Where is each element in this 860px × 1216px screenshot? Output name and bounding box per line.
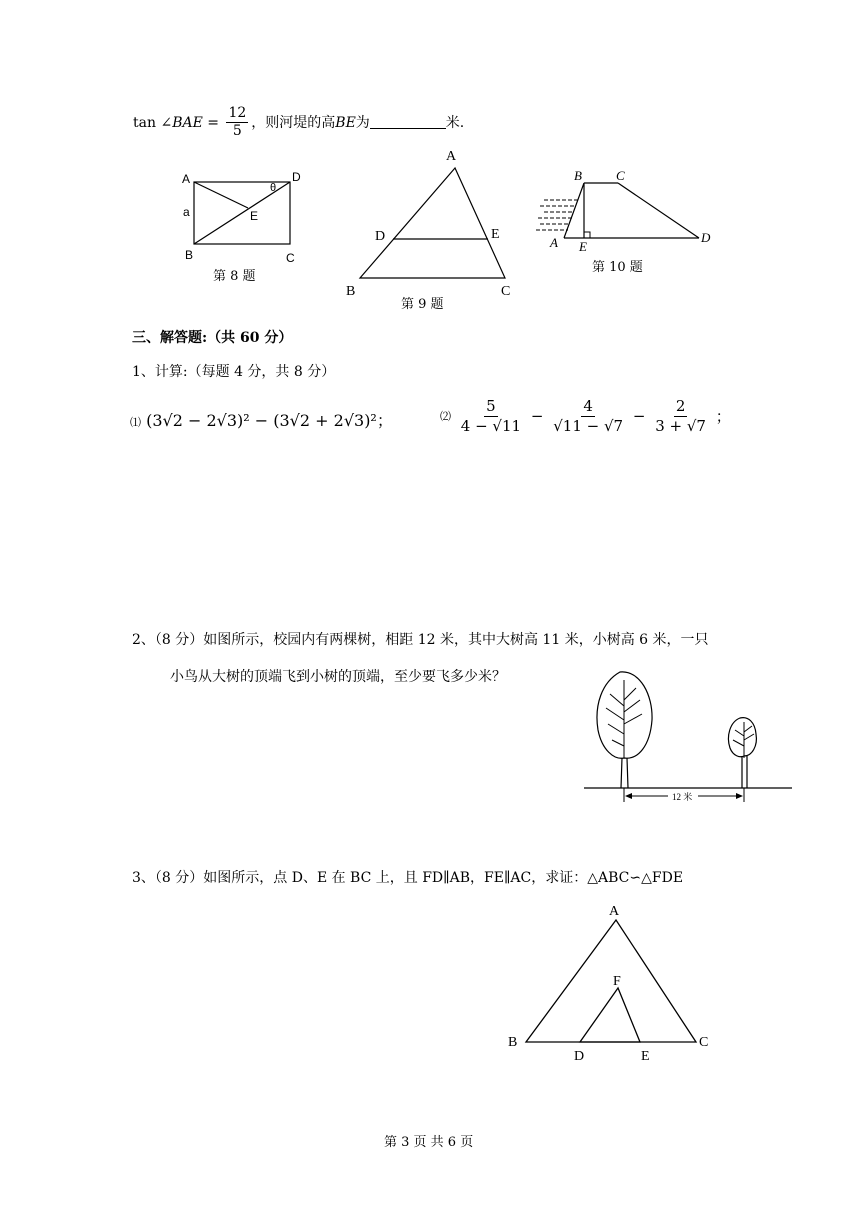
figure-10 xyxy=(534,166,724,256)
segment-ae xyxy=(194,182,248,208)
minus-sign: − xyxy=(530,407,544,425)
fraction-numerator: 12 xyxy=(226,106,248,123)
arrowhead-left xyxy=(625,793,632,799)
label-e: E xyxy=(579,239,587,254)
angle-symbol: ∠ xyxy=(160,114,173,131)
label-a: A xyxy=(609,904,620,919)
equals-sign: = xyxy=(207,114,219,131)
label-theta: θ xyxy=(270,182,277,194)
figure-10-caption: 第 10 题 xyxy=(592,260,643,275)
label-c: C xyxy=(286,251,295,265)
figure-8-caption: 第 8 题 xyxy=(213,269,256,284)
q7-text: ，则河堤的高 xyxy=(251,114,336,131)
q3-text: 3、（8 分）如图所示，点 D、E 在 BC 上，且 FD∥AB，FE∥AC，求证：△ABC∽△FDE xyxy=(132,870,684,886)
triangle-fde xyxy=(580,988,640,1042)
label-d: D xyxy=(574,1049,585,1064)
label-b: B xyxy=(185,248,194,262)
label-a: A xyxy=(550,235,558,250)
label-b: B xyxy=(346,284,356,299)
label-e: E xyxy=(491,227,500,242)
fraction-2-denominator: √11 − √7 xyxy=(553,416,624,435)
big-tree-canopy xyxy=(597,672,652,758)
label-d: D xyxy=(701,230,711,245)
fraction-3 xyxy=(653,398,708,434)
big-tree-trunk-left xyxy=(621,758,622,788)
label-d: D xyxy=(375,229,386,244)
label-c: C xyxy=(699,1035,709,1050)
fraction-2-numerator: 4 xyxy=(583,397,593,415)
angle-name: BAE xyxy=(172,114,203,131)
fraction-3-denominator: 3 + √7 xyxy=(655,416,706,435)
minus-sign-2: − xyxy=(632,407,646,425)
fraction-1-denominator: 4 − √11 xyxy=(460,416,522,435)
q1-part1 xyxy=(130,410,393,434)
q7-unit: 米. xyxy=(445,114,465,131)
part-1-label: ⑴ xyxy=(130,416,141,429)
label-a: A xyxy=(446,149,457,164)
water-lines xyxy=(536,200,578,230)
page-footer: 第 3 页 共 6 页 xyxy=(384,1135,474,1150)
q1-title: 1、计算:（每题 4 分，共 8 分） xyxy=(132,364,336,380)
label-e: E xyxy=(250,209,259,223)
trees-figure xyxy=(580,660,800,810)
segment-name: BE xyxy=(335,114,356,131)
figure-8 xyxy=(180,168,310,280)
small-tree-canopy xyxy=(728,718,756,757)
fraction-1-numerator: 5 xyxy=(486,397,496,415)
tan-symbol: tan xyxy=(133,114,156,131)
label-b: B xyxy=(574,168,582,183)
section-3-heading: 三、解答题:（共 60 分） xyxy=(132,330,293,346)
label-c: C xyxy=(616,168,625,183)
q7-tail-line xyxy=(133,106,464,140)
label-a: A xyxy=(182,172,191,186)
fraction-2 xyxy=(551,398,625,434)
figure-9 xyxy=(340,146,520,299)
figure-q3-triangles xyxy=(500,898,720,1068)
triangle-abc xyxy=(360,168,505,278)
right-angle-mark xyxy=(584,232,590,238)
q7-text-2: 为 xyxy=(355,114,370,131)
label-e: E xyxy=(641,1049,650,1064)
q2-line-2: 小鸟从大树的顶端飞到小树的顶端，至少要飞多少米？ xyxy=(170,669,506,685)
answer-blank[interactable] xyxy=(370,114,446,129)
fraction-denominator: 5 xyxy=(232,123,242,140)
slope-ab xyxy=(564,183,584,238)
part-2-label: ⑵ xyxy=(440,410,451,423)
label-c: C xyxy=(501,284,511,299)
label-d: D xyxy=(292,170,301,184)
triangle-abc xyxy=(526,920,696,1042)
arrowhead-right xyxy=(736,793,743,799)
slope-cd xyxy=(618,183,699,238)
big-tree-trunk-right xyxy=(627,758,628,788)
q1-part2 xyxy=(440,398,731,434)
part-1-expression: (3√2 − 2√3)² − (3√2 + 2√3)²； xyxy=(146,411,393,430)
distance-label: 12 米 xyxy=(672,792,693,802)
label-side-a: a xyxy=(183,205,190,219)
q2-line-1: 2、（8 分）如图所示，校园内有两棵树，相距 12 米，其中大树高 11 米，小树高 6 米，一只 xyxy=(132,632,709,648)
big-tree-branches xyxy=(606,680,642,758)
fraction-3-numerator: 2 xyxy=(675,397,686,415)
label-f: F xyxy=(613,974,621,989)
semicolon: ； xyxy=(715,407,731,426)
fraction-1 xyxy=(459,398,523,434)
label-b: B xyxy=(508,1035,518,1050)
fraction-12-5 xyxy=(226,106,248,140)
figure-9-caption: 第 9 题 xyxy=(401,297,444,312)
